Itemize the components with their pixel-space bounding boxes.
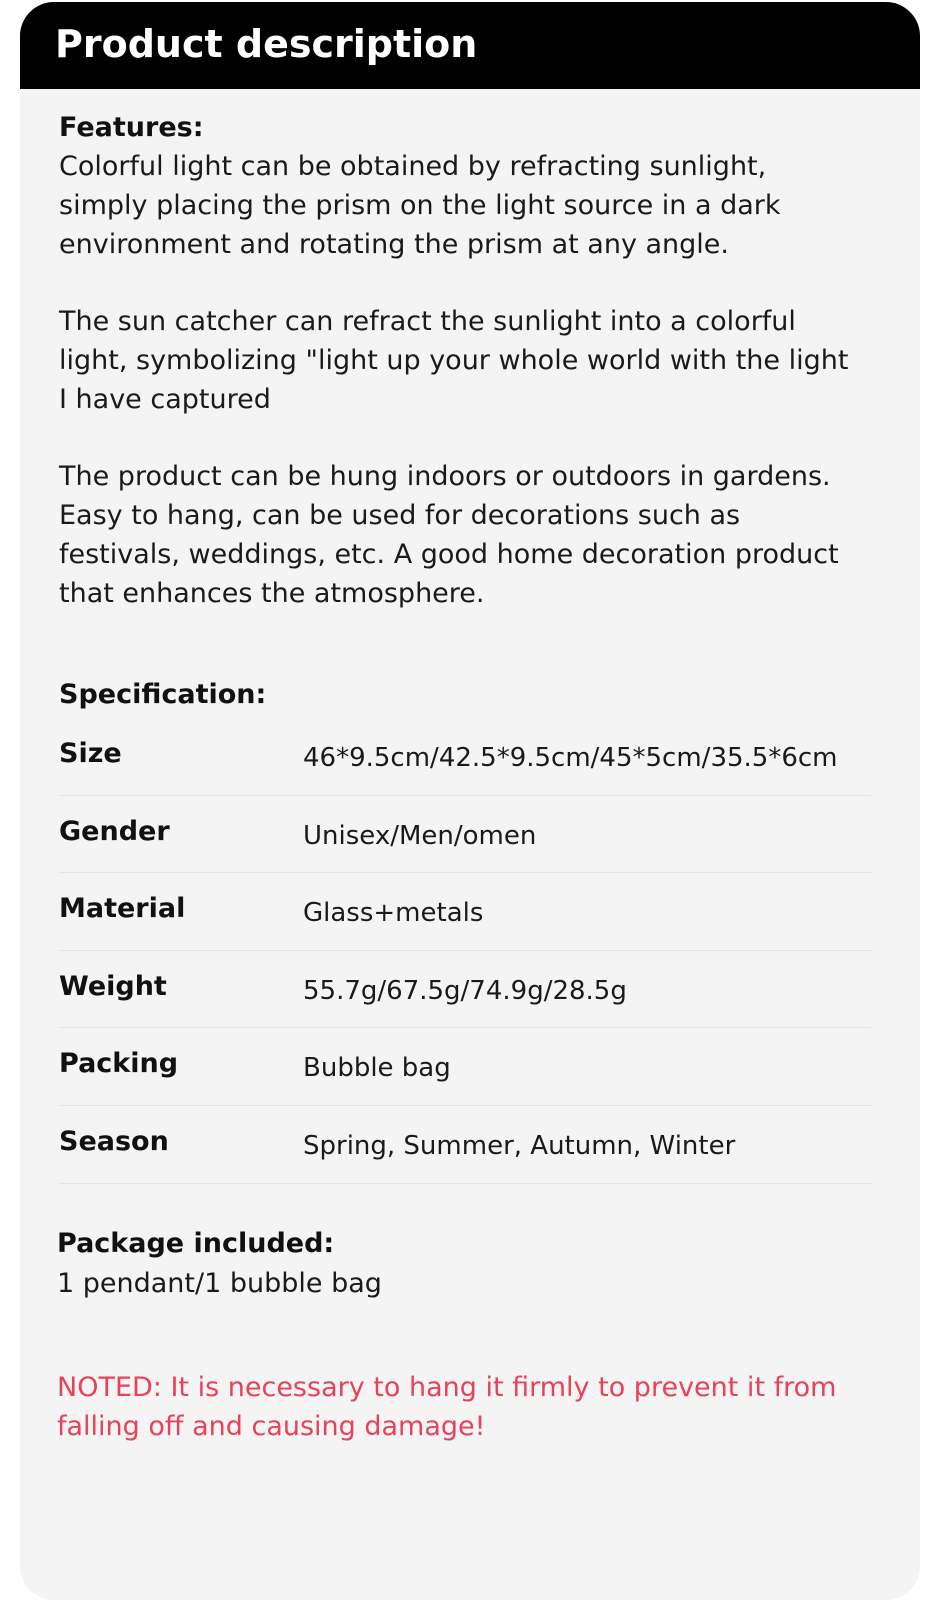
spec-label: Size <box>59 738 122 769</box>
features-heading: Features: <box>59 112 204 143</box>
page-title: Product description <box>55 22 478 66</box>
product-description-card <box>20 2 920 1600</box>
spec-row-packing <box>59 1028 871 1106</box>
spec-row-size <box>59 718 871 796</box>
package-text: 1 pendant/1 bubble bag <box>57 1268 382 1299</box>
spec-row-gender <box>59 796 871 874</box>
spec-value: Glass+metals <box>303 898 484 929</box>
spec-value: 55.7g/67.5g/74.9g/28.5g <box>303 975 627 1006</box>
spec-row-material <box>59 873 871 951</box>
specification-table <box>59 718 871 1184</box>
spec-label: Packing <box>59 1048 179 1080</box>
spec-value: Bubble bag <box>303 1053 451 1084</box>
spec-label: Material <box>59 893 186 925</box>
features-paragraph-3: The product can be hung indoors or outdoors in gardens. Easy to hang, can be used for decorations such as festivals, weddings, etc. A good home decoration product that enhances the atmosphere. <box>59 461 839 609</box>
spec-label: Season <box>59 1125 169 1157</box>
spec-value: 46*9.5cm/42.5*9.5cm/45*5cm/35.5*6cm <box>303 743 838 773</box>
package-heading: Package included: <box>57 1228 335 1259</box>
spec-label: Gender <box>59 815 170 847</box>
spec-value: Spring, Summer, Autumn, Winter <box>303 1130 736 1161</box>
spec-row-season <box>59 1106 871 1184</box>
spec-value: Unisex/Men/omen <box>303 820 537 851</box>
spec-label: Weight <box>59 970 167 1002</box>
features-paragraph-2: The sun catcher can refract the sunlight into a colorful light, symbolizing "light up your whole world with the light I have captured <box>59 306 849 415</box>
spec-row-weight <box>59 951 871 1029</box>
notice-text: NOTED: It is necessary to hang it firmly to prevent it from falling off and causing damage! <box>57 1372 837 1442</box>
header-bar <box>20 2 920 89</box>
specification-heading: Specification: <box>59 679 267 710</box>
features-paragraph-1: Colorful light can be obtained by refracting sunlight, simply placing the prism on the light source in a dark environment and rotating the prism at any angle. <box>59 151 781 260</box>
